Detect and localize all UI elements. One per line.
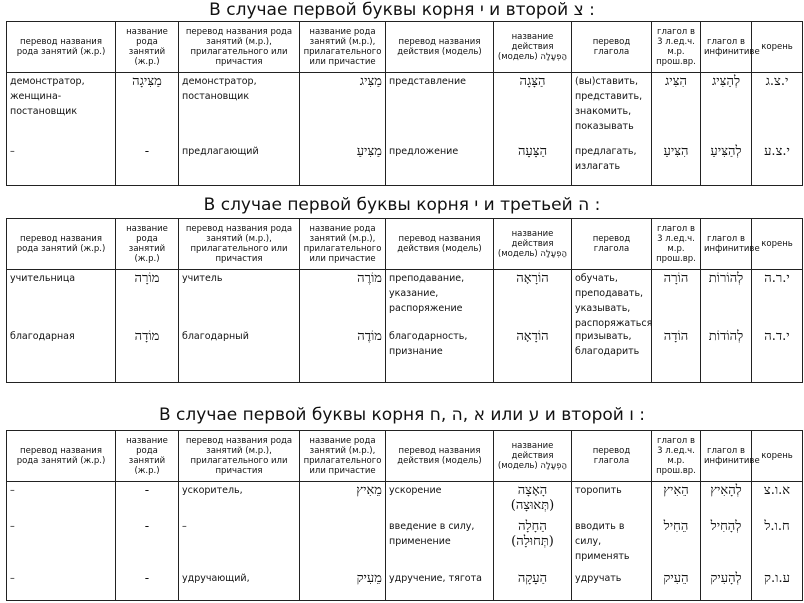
cell-text: לְהַצִּיעַ bbox=[710, 144, 742, 159]
infinitive-cell bbox=[701, 73, 752, 186]
cell-text: הִצִּיעַ bbox=[663, 144, 689, 159]
cell-text: לְהָאִיץ bbox=[710, 483, 742, 498]
masc-translation-cell bbox=[179, 482, 300, 601]
header-cell: перевод названия рода занятий (м.р.), прилагательного или причастия bbox=[179, 219, 300, 270]
cell-text: введение в силу, применение bbox=[389, 521, 475, 547]
cell-text: благодарный bbox=[182, 331, 249, 342]
header-cell: корень bbox=[752, 22, 803, 73]
table-2 bbox=[6, 218, 803, 383]
cell-text: הֵעִיק bbox=[663, 571, 689, 586]
action-translation-cell bbox=[386, 73, 494, 186]
header-cell: глагол в инфинитиве bbox=[701, 431, 752, 482]
cell-text: демонстратор, женщина-постановщик bbox=[10, 76, 85, 117]
fem-translation-cell bbox=[7, 270, 116, 383]
header-cell: перевод глагола bbox=[572, 431, 652, 482]
verb-translation-cell bbox=[572, 482, 652, 601]
past-verb-cell bbox=[652, 482, 701, 601]
root-cell bbox=[752, 482, 803, 601]
cell-text: вводить в силу, применять bbox=[575, 521, 630, 562]
cell-text: - bbox=[144, 144, 150, 159]
cell-text: - bbox=[144, 483, 150, 498]
cell-text: представление bbox=[389, 76, 466, 87]
cell-text: обучать, преподавать, указывать, распоряжаться bbox=[575, 273, 653, 329]
section-title-2: В случае первой буквы корня י и третьей ה : bbox=[203, 195, 601, 215]
cell-text: מַצִּיג bbox=[359, 74, 382, 89]
verb-translation-cell bbox=[572, 73, 652, 186]
cell-text: учительница bbox=[10, 273, 76, 284]
root-cell bbox=[752, 270, 803, 383]
cell-text: י.צ.ג bbox=[765, 74, 789, 89]
cell-text: демонстратор, постановщик bbox=[182, 76, 257, 102]
cell-text: предложение bbox=[389, 146, 459, 157]
cell-text: לְהוֹרוֹת bbox=[708, 271, 744, 286]
header-cell: перевод глагола bbox=[572, 219, 652, 270]
action-translation-cell bbox=[386, 482, 494, 601]
cell-text: הֵחִיל bbox=[663, 519, 689, 534]
past-verb-cell bbox=[652, 270, 701, 383]
cell-text: ח.ו.ל bbox=[764, 519, 790, 534]
cell-text: לְהַצִּיג bbox=[711, 74, 741, 89]
header-cell: перевод названия действия (модель) bbox=[386, 22, 494, 73]
header-cell: глагол в 3 л.ед.ч. м.р. прош.вр. bbox=[652, 431, 701, 482]
masc-noun-cell bbox=[300, 73, 386, 186]
cell-text: הַצָּעָה bbox=[517, 144, 548, 159]
cell-text: מוֹרָה bbox=[134, 271, 160, 286]
cell-text: הוֹרָה bbox=[663, 271, 689, 286]
masc-noun-cell bbox=[300, 270, 386, 383]
cell-text: – bbox=[10, 521, 15, 532]
cell-text: י.ד.ה bbox=[764, 329, 790, 344]
cell-text: הִצִּיג bbox=[665, 74, 687, 89]
cell-text: הוֹרָאָה bbox=[516, 271, 549, 286]
header-cell: глагол в инфинитиве bbox=[701, 22, 752, 73]
table-1 bbox=[6, 21, 803, 186]
header-cell: название рода занятий (ж.р.) bbox=[116, 431, 179, 482]
header-cell: название рода занятий (ж.р.) bbox=[116, 219, 179, 270]
action-translation-cell bbox=[386, 270, 494, 383]
cell-text: הַצָּגָה bbox=[519, 74, 546, 89]
cell-text: преподавание, указание, распоряжение bbox=[389, 273, 465, 314]
verb-translation-cell bbox=[572, 270, 652, 383]
infinitive-cell bbox=[701, 270, 752, 383]
cell-text: удручение, тягота bbox=[389, 573, 482, 584]
section-title-1: В случае первой буквы корня י и второй צ : bbox=[209, 0, 595, 20]
header-row bbox=[7, 431, 803, 482]
cell-text: – bbox=[10, 573, 15, 584]
masc-translation-cell bbox=[179, 73, 300, 186]
header-cell: корень bbox=[752, 219, 803, 270]
cell-text: учитель bbox=[182, 273, 223, 284]
header-cell: название рода занятий (м.р.), прилагательного или причастие bbox=[300, 22, 386, 73]
action-noun-cell bbox=[494, 270, 572, 383]
cell-text: מַצִּיגָה bbox=[132, 74, 162, 89]
header-cell: перевод названия действия (модель) bbox=[386, 431, 494, 482]
cell-text: לְהָעִיק bbox=[710, 571, 742, 586]
cell-text: הַחָלָה (תְּחוּלָה) bbox=[511, 519, 554, 549]
cell-text: הַעָקָה bbox=[517, 571, 548, 586]
cell-text: благодарность, признание bbox=[389, 331, 468, 357]
cell-text: (вы)ставить, представить, знакомить, показывать bbox=[575, 76, 643, 132]
header-cell: перевод названия рода занятий (м.р.), прилагательного или причастия bbox=[179, 22, 300, 73]
cell-text: предлагающий bbox=[182, 146, 259, 157]
cell-text: - bbox=[144, 519, 150, 534]
header-cell: перевод названия рода занятий (ж.р.) bbox=[7, 22, 116, 73]
cell-text: הָאָצָה (תְּאוּצָה) bbox=[510, 483, 555, 513]
cell-text: ускорение bbox=[389, 485, 442, 496]
cell-text: удручающий, bbox=[182, 573, 250, 584]
cell-text: א.ו.צ bbox=[763, 483, 791, 498]
cell-text bbox=[303, 519, 382, 571]
table-3 bbox=[6, 430, 803, 601]
cell-text: – bbox=[182, 521, 187, 532]
cell-text: – bbox=[10, 485, 15, 496]
header-cell: название действия (модель) הַפְעָלָה bbox=[494, 431, 572, 482]
infinitive-cell bbox=[701, 482, 752, 601]
header-cell: перевод названия рода занятий (ж.р.) bbox=[7, 219, 116, 270]
masc-noun-cell bbox=[300, 482, 386, 601]
cell-text: предлагать, излагать bbox=[575, 146, 637, 172]
header-cell: корень bbox=[752, 431, 803, 482]
cell-text: מֵעִיק bbox=[356, 571, 382, 586]
fem-noun-cell bbox=[116, 482, 179, 601]
cell-text: מַצִּיעַ bbox=[356, 144, 382, 159]
cell-text: לְהוֹדוֹת bbox=[708, 329, 744, 344]
fem-translation-cell bbox=[7, 482, 116, 601]
action-noun-cell bbox=[494, 482, 572, 601]
cell-text: - bbox=[144, 571, 150, 586]
cell-text: благодарная bbox=[10, 331, 75, 342]
header-cell: глагол в 3 л.ед.ч. м.р. прош.вр. bbox=[652, 22, 701, 73]
cell-text: הוֹדָה bbox=[663, 329, 689, 344]
header-row bbox=[7, 219, 803, 270]
cell-text: מוֹדָה bbox=[134, 329, 160, 344]
cell-text: מֵאִיץ bbox=[356, 483, 382, 498]
fem-translation-cell bbox=[7, 73, 116, 186]
cell-text: י.ר.ה bbox=[764, 271, 790, 286]
fem-noun-cell bbox=[116, 73, 179, 186]
cell-text: מוֹדֶה bbox=[357, 329, 382, 344]
cell-text: הֵאִיץ bbox=[663, 483, 689, 498]
cell-text: удручать bbox=[575, 573, 622, 584]
cell-text: י.צ.ע bbox=[764, 144, 790, 159]
cell-text: הוֹדָאָה bbox=[516, 329, 549, 344]
fem-noun-cell bbox=[116, 270, 179, 383]
cell-text: торопить bbox=[575, 485, 622, 496]
header-cell: перевод названия рода занятий (м.р.), прилагательного или причастия bbox=[179, 431, 300, 482]
table-row bbox=[7, 270, 803, 383]
table-row bbox=[7, 73, 803, 186]
header-cell: название действия (модель) הַפְעָלָה bbox=[494, 22, 572, 73]
header-cell: перевод глагола bbox=[572, 22, 652, 73]
header-cell: перевод названия действия (модель) bbox=[386, 219, 494, 270]
cell-text: מוֹרֶה bbox=[357, 271, 382, 286]
root-cell bbox=[752, 73, 803, 186]
header-cell: перевод названия рода занятий (ж.р.) bbox=[7, 431, 116, 482]
action-noun-cell bbox=[494, 73, 572, 186]
cell-text: לְהָחִיל bbox=[710, 519, 742, 534]
header-cell: название рода занятий (ж.р.) bbox=[116, 22, 179, 73]
section-title-3: В случае первой буквы корня א ,ה ,ח или ע и второй ו : bbox=[158, 405, 645, 425]
cell-text: ускоритель, bbox=[182, 485, 243, 496]
header-cell: название рода занятий (м.р.), прилагательного или причастие bbox=[300, 219, 386, 270]
cell-text: – bbox=[10, 146, 15, 157]
cell-text: призывать, благодарить bbox=[575, 331, 640, 357]
header-cell: название рода занятий (м.р.), прилагательного или причастие bbox=[300, 431, 386, 482]
past-verb-cell bbox=[652, 73, 701, 186]
masc-translation-cell bbox=[179, 270, 300, 383]
header-row bbox=[7, 22, 803, 73]
header-cell: глагол в 3 л.ед.ч. м.р. прош.вр. bbox=[652, 219, 701, 270]
header-cell: название действия (модель) הַפְעָלָה bbox=[494, 219, 572, 270]
header-cell: глагол в инфинитиве bbox=[701, 219, 752, 270]
table-row bbox=[7, 482, 803, 601]
cell-text: ע.ו.ק bbox=[764, 571, 790, 586]
